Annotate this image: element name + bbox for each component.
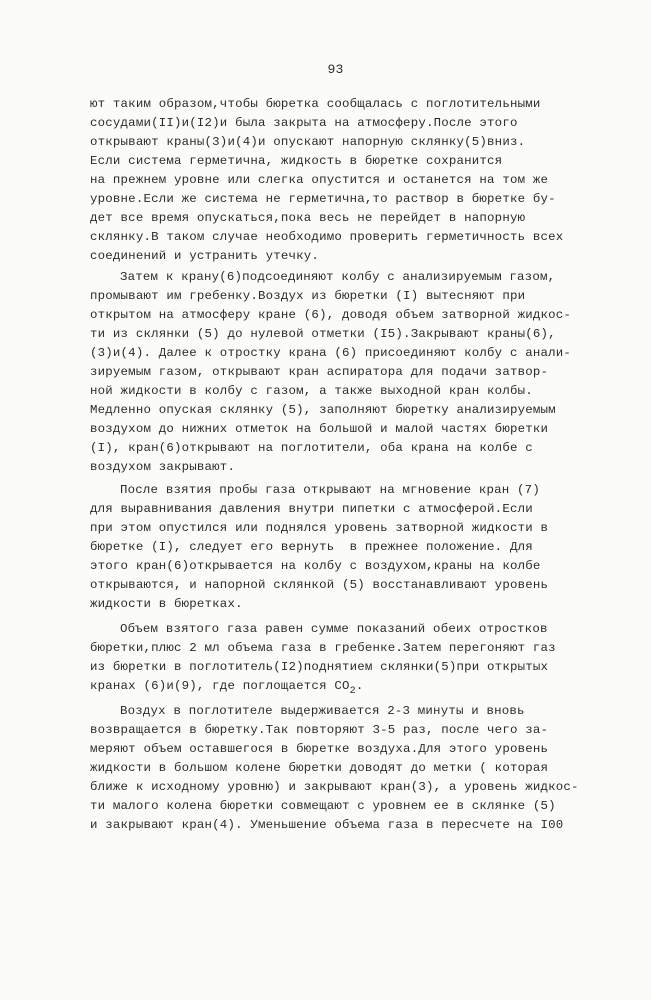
text-line: воздухом до нижних отметок на большой и малой частях бюретки (90, 422, 549, 436)
text-line: открытом на атмосферу кране (6), доводя объем затворной жидкос- (90, 308, 572, 322)
text-line: открывают краны(3)и(4)и опускают напорную склянку(5)вниз. (90, 135, 526, 149)
text-line: сосудами(II)и(I2)и была закрыта на атмосферу.После этого (90, 116, 518, 130)
text-line: возвращается в бюретку.Так повторяют 3-5 раз, после чего за- (90, 723, 549, 737)
text-line: Воздух в поглотителе выдерживается 2-3 минуты и вновь (120, 704, 525, 718)
text-line: жидкости в большом колене бюретки доводят до метки ( которая (90, 761, 549, 775)
text-line: бюретки,плюс 2 мл объема газа в гребенке.Затем перегоняют газ (90, 641, 556, 655)
text-line: из бюретки в поглотитель(I2)поднятием склянки(5)при открытых (90, 660, 549, 674)
text-line: Затем к крану(6)подсоединяют колбу с анализируемым газом, (120, 270, 556, 284)
text-line: зируемым газом, открывают кран аспиратора для подачи затвор- (90, 365, 549, 379)
text-line: этого кран(6)открывается на колбу с воздухом,краны на колбе (90, 559, 541, 573)
text-line: меряют объем оставшегося в бюретке воздуха.Для этого уровень (90, 742, 549, 756)
text-line: (3)и(4). Далее к отростку крана (6) присоединяют колбу с анали- (90, 346, 572, 360)
text-line: жидкости в бюретках. (90, 597, 243, 611)
text-line: промывают им гребенку.Воздух из бюретки (I) вытесняют при (90, 289, 526, 303)
text-line-suffix: . (355, 679, 364, 693)
text-line: и закрывают кран(4). Уменьшение объема газа в пересчете на I00 (90, 818, 564, 832)
text-line: соединений и устранить утечку. (90, 249, 320, 263)
text-line: ти малого колена бюретки совмещают с уровнем ее в склянке (5) (90, 799, 556, 813)
page-number: 93 (327, 62, 344, 77)
text-line: бюретке (I), следует его вернуть в прежнее положение. Для (90, 540, 533, 554)
text-line: уровне.Если же система не герметична,то раствор в бюретке бу- (90, 192, 556, 206)
text-line-prefix: кранах (6)и(9), где поглощается CO (90, 679, 350, 693)
text-line: для выравнивания давления внутри пипетки с атмосферой.Если (90, 502, 533, 516)
text-line: Если система герметична, жидкость в бюретке сохранится (90, 154, 503, 168)
text-line: Объем взятого газа равен сумме показаний обеих отростков (120, 622, 548, 636)
text-line: при этом опустился или поднялся уровень затворной жидкости в (90, 521, 549, 535)
text-line: воздухом закрывают. (90, 460, 236, 474)
text-line: открываются, и напорной склянкой (5) восстанавливают уровень (90, 578, 549, 592)
text-line: ной жидкости в колбу с газом, а также выходной кран колбы. (90, 384, 533, 398)
text-line-co2 (90, 677, 363, 701)
text-line: ти из склянки (5) до нулевой отметки (I5).Закрывают краны(6), (90, 327, 556, 341)
text-line: (I), кран(6)открывают на поглотители, оба крана на колбе с (90, 441, 533, 455)
text-line: склянку.В таком случае необходимо проверить герметичность всех (90, 230, 564, 244)
text-line: на прежнем уровне или слегка опустится и останется на том же (90, 173, 549, 187)
text-line: ют таким образом,чтобы бюретка сообщалась с поглотительными (90, 97, 541, 111)
text-line: После взятия пробы газа открывают на мгновение кран (7) (120, 483, 540, 497)
text-line: Медленно опуская склянку (5), заполняют бюретку анализируемым (90, 403, 556, 417)
co2-subscript: 2 (349, 686, 356, 697)
text-line: ближе к исходному уровню) и закрывают кран(3), а уровень жидкос- (90, 780, 579, 794)
text-line: дет все время опускаться,пока весь не перейдет в напорную (90, 211, 526, 225)
